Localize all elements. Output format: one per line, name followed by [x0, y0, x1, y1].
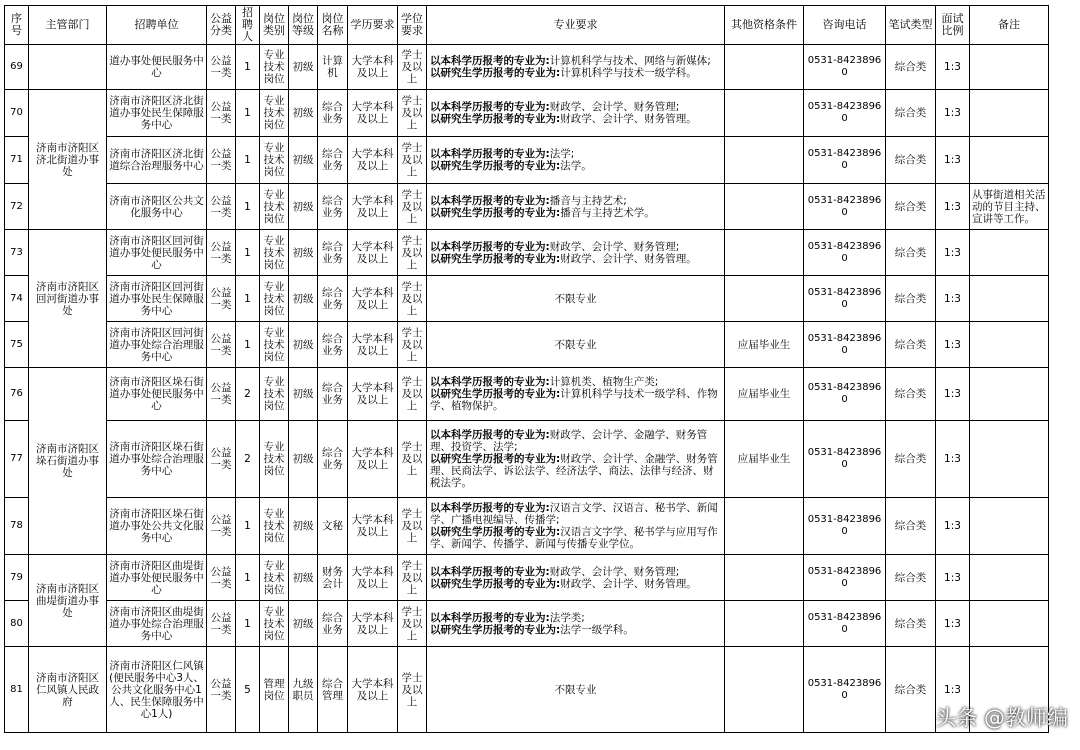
interview-ratio-cell: 1:3	[936, 555, 970, 601]
degree-cell: 学士及以上	[398, 498, 427, 555]
header-cell: 备注	[970, 6, 1049, 45]
major-requirement-line	[430, 578, 722, 590]
employer-cell: 济南市济阳区回河街道办事处便民服务中心	[107, 230, 207, 276]
post-level-cell: 初级	[289, 90, 318, 137]
major-requirement-text: 财政学、会计学、财务管理。	[560, 577, 697, 590]
header-cell: 招聘人	[236, 6, 260, 45]
category-cell: 公益一类	[207, 184, 236, 230]
other-qualification-cell	[725, 276, 804, 322]
degree-cell: 学士及以上	[398, 647, 427, 733]
exam-type-cell: 综合类	[886, 368, 936, 421]
post-type-cell: 专业技术岗位	[260, 137, 289, 184]
major-requirement-text: 法学;	[549, 148, 575, 160]
major-requirement-label: 以本科学历报考的专业为:	[430, 429, 550, 441]
post-level-cell: 初级	[289, 137, 318, 184]
major-requirement-label: 以本科学历报考的专业为:	[430, 194, 550, 207]
watermark: 头条 @教师编	[935, 706, 1068, 730]
exam-type-cell: 综合类	[886, 276, 936, 322]
exam-type-cell: 综合类	[886, 647, 936, 733]
post-name-cell: 综合业务	[318, 184, 348, 230]
headcount-cell: 1	[236, 601, 260, 647]
table-row	[5, 322, 1049, 368]
row-number-cell: 75	[5, 322, 29, 368]
employer-cell: 济南市济阳区垛石街道办事处综合治理服务中心	[107, 421, 207, 498]
phone-cell: 0531-84238960	[804, 276, 886, 322]
major-requirement-line	[430, 612, 722, 624]
phone-cell: 0531-84238960	[804, 322, 886, 368]
employer-cell: 济南市济阳区垛石街道办事处便民服务中心	[107, 368, 207, 421]
post-name-cell: 文秘	[318, 498, 348, 555]
headcount-cell: 1	[236, 276, 260, 322]
phone-cell: 0531-84238960	[804, 421, 886, 498]
other-qualification-cell	[725, 498, 804, 555]
post-type-cell: 管理岗位	[260, 647, 289, 733]
degree-cell: 学士及以上	[398, 184, 427, 230]
major-requirement-label: 以本科学历报考的专业为:	[430, 55, 550, 67]
education-cell: 大学本科及以上	[348, 647, 398, 733]
table-row	[5, 555, 1049, 601]
other-qualification-cell	[725, 647, 804, 733]
other-qualification-cell: 应届毕业生	[725, 322, 804, 368]
post-level-cell: 初级	[289, 230, 318, 276]
headcount-cell: 1	[236, 45, 260, 90]
post-name-cell: 财务会计	[318, 555, 348, 601]
post-type-cell: 专业技术岗位	[260, 184, 289, 230]
major-requirement-text: 计算机科学与技术一级学科、作物学、植物保护。	[430, 388, 718, 412]
major-requirement-line	[430, 566, 722, 578]
major-requirement-line	[430, 113, 722, 125]
row-number-cell: 72	[5, 184, 29, 230]
headcount-cell: 1	[236, 90, 260, 137]
education-cell: 大学本科及以上	[348, 45, 398, 90]
major-requirement-line	[430, 101, 722, 113]
interview-ratio-cell: 1:3	[936, 45, 970, 90]
department-cell: 济南市济阳区回河街道办事处	[29, 230, 107, 368]
education-cell: 大学本科及以上	[348, 137, 398, 184]
major-requirement-label: 以本科学历报考的专业为:	[430, 611, 550, 624]
education-cell: 大学本科及以上	[348, 601, 398, 647]
degree-cell: 学士及以上	[398, 276, 427, 322]
major-requirement-cell	[427, 421, 725, 498]
post-name-cell: 综合管理	[318, 647, 348, 733]
other-qualification-cell	[725, 184, 804, 230]
row-number-cell: 80	[5, 601, 29, 647]
major-requirement-text: 财政学、会计学、财务管理;	[549, 240, 680, 253]
interview-ratio-cell: 1:3	[936, 601, 970, 647]
major-requirement-text: 财政学、会计学、财务管理;	[549, 101, 680, 113]
category-cell: 公益一类	[207, 498, 236, 555]
exam-type-cell: 综合类	[886, 555, 936, 601]
post-name-cell: 计算机	[318, 45, 348, 90]
row-number-cell: 71	[5, 137, 29, 184]
post-level-cell: 初级	[289, 555, 318, 601]
remark-cell	[970, 137, 1049, 184]
education-cell: 大学本科及以上	[348, 90, 398, 137]
major-requirement-text: 财政学、会计学、金融学、财务管理、投资学、法学;	[430, 429, 708, 453]
major-requirement-line	[430, 55, 722, 67]
education-cell: 大学本科及以上	[348, 498, 398, 555]
remark-cell: 从事街道相关活动的节目主持、宣讲等工作。	[970, 184, 1049, 230]
table-row	[5, 647, 1049, 733]
bottom-crop	[0, 744, 1080, 750]
employer-cell: 济南市济阳区曲堤街道办事处综合治理服务中心	[107, 601, 207, 647]
post-name-cell: 综合业务	[318, 276, 348, 322]
table-row	[5, 368, 1049, 421]
exam-type-cell: 综合类	[886, 601, 936, 647]
department-cell: 济南市济阳区曲堤街道办事处	[29, 555, 107, 647]
post-type-cell: 专业技术岗位	[260, 368, 289, 421]
employer-cell: 济南市济阳区仁风镇(便民服务中心3人、公共文化服务中心1人、民生保障服务中心1人)	[107, 647, 207, 733]
post-name-cell: 综合业务	[318, 90, 348, 137]
exam-type-cell: 综合类	[886, 421, 936, 498]
exam-type-cell: 综合类	[886, 322, 936, 368]
header-cell: 招聘单位	[107, 6, 207, 45]
post-type-cell: 专业技术岗位	[260, 601, 289, 647]
exam-type-cell: 综合类	[886, 90, 936, 137]
employer-cell: 济南市济阳区济北街道办事处民生保障服务中心	[107, 90, 207, 137]
degree-cell: 学士及以上	[398, 90, 427, 137]
header-cell: 其他资格条件	[725, 6, 804, 45]
post-type-cell: 专业技术岗位	[260, 90, 289, 137]
other-qualification-cell	[725, 555, 804, 601]
remark-cell	[970, 421, 1049, 498]
major-requirement-line	[430, 502, 722, 526]
post-level-cell: 初级	[289, 601, 318, 647]
category-cell: 公益一类	[207, 137, 236, 184]
employer-cell: 济南市济阳区回河街道办事处综合治理服务中心	[107, 322, 207, 368]
row-number-cell: 74	[5, 276, 29, 322]
major-requirement-text: 计算机类、植物生产类;	[549, 376, 659, 388]
table-row	[5, 45, 1049, 90]
post-type-cell: 专业技术岗位	[260, 45, 289, 90]
post-name-cell: 综合业务	[318, 322, 348, 368]
major-requirement-label: 以本科学历报考的专业为:	[430, 240, 550, 253]
category-cell: 公益一类	[207, 555, 236, 601]
employer-cell: 济南市济阳区垛石街道办事处公共文化服务中心	[107, 498, 207, 555]
major-requirement-text: 播音与主持艺术;	[549, 194, 627, 207]
major-requirement-cell: 不限专业	[427, 276, 725, 322]
education-cell: 大学本科及以上	[348, 421, 398, 498]
phone-cell: 0531-84238960	[804, 601, 886, 647]
major-requirement-line	[430, 253, 722, 265]
major-requirement-cell	[427, 137, 725, 184]
category-cell: 公益一类	[207, 601, 236, 647]
major-requirement-label: 以研究生学历报考的专业为:	[430, 577, 561, 590]
header-cell: 序号	[5, 6, 29, 45]
major-requirement-cell	[427, 184, 725, 230]
degree-cell: 学士及以上	[398, 230, 427, 276]
degree-cell: 学士及以上	[398, 368, 427, 421]
headcount-cell: 2	[236, 368, 260, 421]
major-requirement-text: 计算机科学与技术一级学科。	[560, 67, 697, 79]
row-number-cell: 69	[5, 45, 29, 90]
major-requirement-line	[430, 376, 722, 388]
post-type-cell: 专业技术岗位	[260, 555, 289, 601]
major-requirement-text: 财政学、会计学、财务管理。	[560, 252, 697, 265]
department-cell	[29, 45, 107, 90]
table-row	[5, 184, 1049, 230]
table-row	[5, 421, 1049, 498]
post-level-cell: 初级	[289, 184, 318, 230]
headcount-cell: 1	[236, 498, 260, 555]
phone-cell: 0531-84238960	[804, 498, 886, 555]
major-requirement-text: 财政学、会计学、财务管理。	[560, 113, 697, 125]
major-requirement-label: 以研究生学历报考的专业为:	[430, 206, 561, 219]
interview-ratio-cell: 1:3	[936, 137, 970, 184]
other-qualification-cell: 应届毕业生	[725, 368, 804, 421]
post-type-cell: 专业技术岗位	[260, 421, 289, 498]
remark-cell	[970, 45, 1049, 90]
row-number-cell: 77	[5, 421, 29, 498]
phone-cell: 0531-84238960	[804, 90, 886, 137]
post-level-cell: 初级	[289, 498, 318, 555]
remark-cell	[970, 322, 1049, 368]
major-requirement-line	[430, 388, 722, 412]
major-requirement-text: 播音与主持艺术学。	[560, 206, 655, 219]
department-cell: 济南市济阳区仁风镇人民政府	[29, 647, 107, 733]
table-row	[5, 498, 1049, 555]
category-cell: 公益一类	[207, 230, 236, 276]
major-requirement-label: 以本科学历报考的专业为:	[430, 101, 550, 113]
major-requirement-text: 计算机科学与技术、网络与新媒体;	[549, 55, 711, 67]
post-name-cell: 综合业务	[318, 137, 348, 184]
degree-cell: 学士及以上	[398, 137, 427, 184]
remark-cell	[970, 555, 1049, 601]
education-cell: 大学本科及以上	[348, 555, 398, 601]
post-name-cell: 综合业务	[318, 230, 348, 276]
header-cell: 岗位等级	[289, 6, 318, 45]
major-requirement-cell	[427, 601, 725, 647]
row-number-cell: 76	[5, 368, 29, 421]
category-cell: 公益一类	[207, 45, 236, 90]
interview-ratio-cell: 1:3	[936, 647, 970, 733]
major-requirement-text: 法学。	[560, 160, 592, 172]
phone-cell: 0531-84238960	[804, 647, 886, 733]
row-number-cell: 81	[5, 647, 29, 733]
exam-type-cell: 综合类	[886, 184, 936, 230]
post-type-cell: 专业技术岗位	[260, 322, 289, 368]
exam-type-cell: 综合类	[886, 45, 936, 90]
headcount-cell: 5	[236, 647, 260, 733]
phone-cell: 0531-84238960	[804, 184, 886, 230]
header-cell: 面试比例	[936, 6, 970, 45]
interview-ratio-cell: 1:3	[936, 368, 970, 421]
major-requirement-label: 以研究生学历报考的专业为:	[430, 252, 561, 265]
exam-type-cell: 综合类	[886, 230, 936, 276]
major-requirement-cell	[427, 555, 725, 601]
major-requirement-line	[430, 526, 722, 550]
major-requirement-cell: 不限专业	[427, 322, 725, 368]
major-requirement-line	[430, 429, 722, 453]
phone-cell: 0531-84238960	[804, 230, 886, 276]
education-cell: 大学本科及以上	[348, 368, 398, 421]
header-cell: 主管部门	[29, 6, 107, 45]
degree-cell: 学士及以上	[398, 322, 427, 368]
major-requirement-text: 法学一级学科。	[560, 623, 634, 636]
row-number-cell: 73	[5, 230, 29, 276]
headcount-cell: 1	[236, 184, 260, 230]
major-requirement-line	[430, 207, 722, 219]
headcount-cell: 2	[236, 421, 260, 498]
major-requirement-label: 以研究生学历报考的专业为:	[430, 623, 561, 636]
major-requirement-cell	[427, 498, 725, 555]
employer-cell: 济南市济阳区曲堤街道办事处便民服务中心	[107, 555, 207, 601]
header-cell: 学位要求	[398, 6, 427, 45]
post-name-cell: 综合业务	[318, 368, 348, 421]
major-requirement-label: 以研究生学历报考的专业为:	[430, 526, 561, 538]
header-cell: 岗位名称	[318, 6, 348, 45]
major-requirement-cell	[427, 45, 725, 90]
headcount-cell: 1	[236, 555, 260, 601]
category-cell: 公益一类	[207, 368, 236, 421]
exam-type-cell: 综合类	[886, 498, 936, 555]
row-number-cell: 79	[5, 555, 29, 601]
department-cell: 济南市济阳区垛石街道办事处	[29, 368, 107, 555]
header-cell: 笔试类型	[886, 6, 936, 45]
remark-cell	[970, 601, 1049, 647]
remark-cell	[970, 276, 1049, 322]
phone-cell: 0531-84238960	[804, 137, 886, 184]
major-requirement-cell	[427, 230, 725, 276]
remark-cell	[970, 230, 1049, 276]
department-cell: 济南市济阳区济北街道办事处	[29, 90, 107, 230]
category-cell: 公益一类	[207, 421, 236, 498]
post-level-cell: 初级	[289, 368, 318, 421]
category-cell: 公益一类	[207, 90, 236, 137]
major-requirement-text: 财政学、会计学、财务管理;	[549, 565, 680, 578]
interview-ratio-cell: 1:3	[936, 90, 970, 137]
degree-cell: 学士及以上	[398, 45, 427, 90]
employer-cell: 道办事处便民服务中心	[107, 45, 207, 90]
table-row	[5, 601, 1049, 647]
post-type-cell: 专业技术岗位	[260, 276, 289, 322]
other-qualification-cell	[725, 90, 804, 137]
remark-cell	[970, 498, 1049, 555]
major-requirement-line	[430, 67, 722, 79]
degree-cell: 学士及以上	[398, 555, 427, 601]
other-qualification-cell	[725, 230, 804, 276]
major-requirement-label: 以本科学历报考的专业为:	[430, 148, 550, 160]
interview-ratio-cell: 1:3	[936, 230, 970, 276]
header-cell: 岗位类别	[260, 6, 289, 45]
post-level-cell: 九级职员	[289, 647, 318, 733]
major-requirement-text: 法学类;	[549, 611, 585, 624]
other-qualification-cell: 应届毕业生	[725, 421, 804, 498]
category-cell: 公益一类	[207, 276, 236, 322]
category-cell: 公益一类	[207, 322, 236, 368]
interview-ratio-cell: 1:3	[936, 498, 970, 555]
post-level-cell: 初级	[289, 322, 318, 368]
exam-type-cell: 综合类	[886, 137, 936, 184]
education-cell: 大学本科及以上	[348, 322, 398, 368]
major-requirement-cell	[427, 368, 725, 421]
headcount-cell: 1	[236, 137, 260, 184]
remark-cell	[970, 368, 1049, 421]
post-level-cell: 初级	[289, 276, 318, 322]
other-qualification-cell	[725, 45, 804, 90]
row-number-cell: 78	[5, 498, 29, 555]
interview-ratio-cell: 1:3	[936, 322, 970, 368]
post-type-cell: 专业技术岗位	[260, 498, 289, 555]
major-requirement-text: 财政学、会计学、金融学、财务管理、民商法学、诉讼法学、经济法学、商法、法律与经济、财税法学。	[430, 453, 718, 489]
other-qualification-cell	[725, 601, 804, 647]
phone-cell: 0531-84238960	[804, 45, 886, 90]
header-cell: 学历要求	[348, 6, 398, 45]
post-name-cell: 综合业务	[318, 601, 348, 647]
major-requirement-cell	[427, 90, 725, 137]
major-requirement-label: 以研究生学历报考的专业为:	[430, 453, 561, 465]
major-requirement-label: 以本科学历报考的专业为:	[430, 502, 550, 514]
remark-cell	[970, 90, 1049, 137]
employer-cell: 济南市济阳区回河街道办事处民生保障服务中心	[107, 276, 207, 322]
headcount-cell: 1	[236, 230, 260, 276]
major-requirement-text: 汉语言文字学、秘书学与应用写作学、新闻学、传播学、新闻与传播专业学位。	[430, 526, 718, 550]
header-row	[5, 6, 1049, 45]
post-level-cell: 初级	[289, 421, 318, 498]
major-requirement-line	[430, 148, 722, 160]
header-cell: 咨询电话	[804, 6, 886, 45]
major-requirement-label: 以本科学历报考的专业为:	[430, 565, 550, 578]
major-requirement-label: 以研究生学历报考的专业为:	[430, 160, 561, 172]
major-requirement-line	[430, 624, 722, 636]
major-requirement-line	[430, 241, 722, 253]
major-requirement-label: 以研究生学历报考的专业为:	[430, 113, 561, 125]
phone-cell: 0531-84238960	[804, 368, 886, 421]
education-cell: 大学本科及以上	[348, 184, 398, 230]
major-requirement-text: 汉语言文学、汉语言、秘书学、新闻学、广播电视编导、传播学;	[430, 502, 718, 526]
interview-ratio-cell: 1:3	[936, 421, 970, 498]
education-cell: 大学本科及以上	[348, 276, 398, 322]
post-level-cell: 初级	[289, 45, 318, 90]
major-requirement-label: 以研究生学历报考的专业为:	[430, 388, 561, 400]
interview-ratio-cell: 1:3	[936, 184, 970, 230]
post-type-cell: 专业技术岗位	[260, 230, 289, 276]
major-requirement-line	[430, 160, 722, 172]
degree-cell: 学士及以上	[398, 421, 427, 498]
category-cell: 公益一类	[207, 647, 236, 733]
recruitment-table	[4, 5, 1049, 733]
major-requirement-label: 以研究生学历报考的专业为:	[430, 67, 561, 79]
education-cell: 大学本科及以上	[348, 230, 398, 276]
major-requirement-line	[430, 195, 722, 207]
row-number-cell: 70	[5, 90, 29, 137]
header-cell: 专业要求	[427, 6, 725, 45]
headcount-cell: 1	[236, 322, 260, 368]
phone-cell: 0531-84238960	[804, 555, 886, 601]
degree-cell: 学士及以上	[398, 601, 427, 647]
table-body	[5, 45, 1049, 733]
table-row	[5, 276, 1049, 322]
major-requirement-label: 以本科学历报考的专业为:	[430, 376, 550, 388]
post-name-cell: 综合业务	[318, 421, 348, 498]
major-requirement-cell: 不限专业	[427, 647, 725, 733]
table-row	[5, 137, 1049, 184]
table-row	[5, 230, 1049, 276]
interview-ratio-cell: 1:3	[936, 276, 970, 322]
major-requirement-line	[430, 453, 722, 489]
table-row	[5, 90, 1049, 137]
employer-cell: 济南市济阳区公共文化服务中心	[107, 184, 207, 230]
header-cell: 公益分类	[207, 6, 236, 45]
other-qualification-cell	[725, 137, 804, 184]
employer-cell: 济南市济阳区济北街道综合治理服务中心	[107, 137, 207, 184]
